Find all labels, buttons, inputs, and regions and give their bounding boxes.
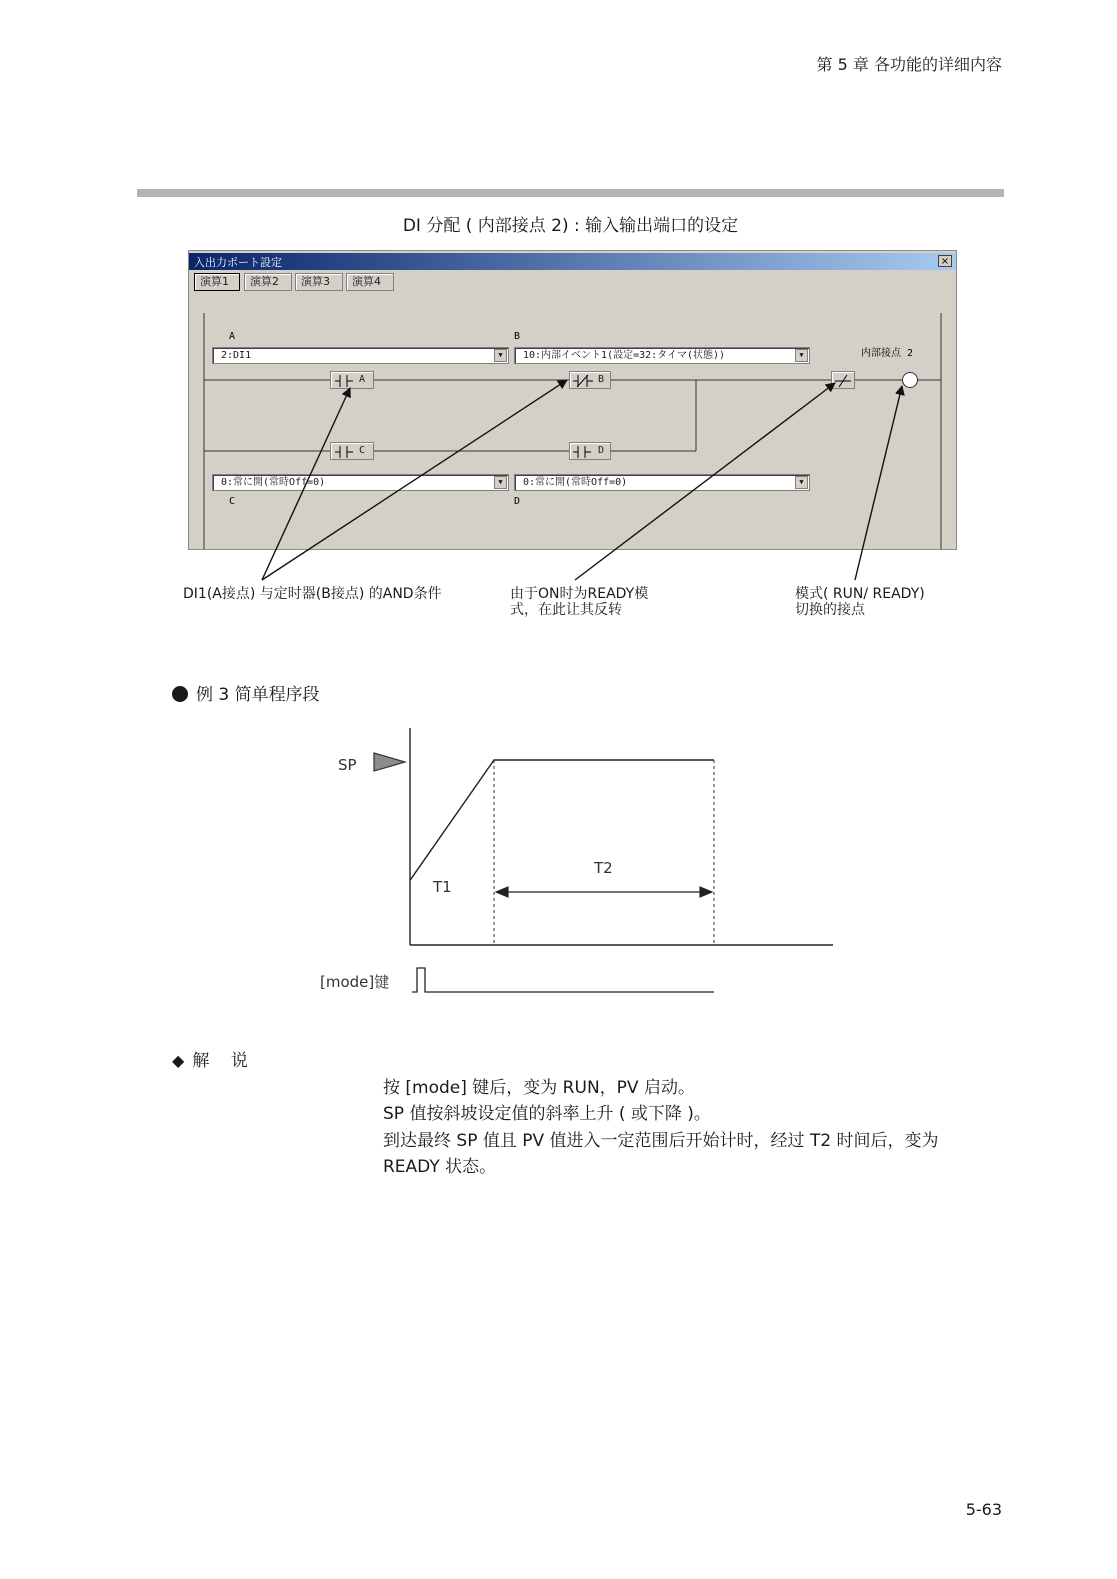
sp-marker-icon	[374, 753, 405, 771]
example-heading	[172, 680, 320, 705]
port-c-value: 0:常に開(常時Off=0)	[221, 477, 326, 488]
contact-a-label: A	[359, 374, 366, 385]
explanation-heading	[172, 1046, 248, 1071]
port-label-b: B	[514, 331, 521, 342]
program-segment-chart	[300, 720, 840, 1010]
dialog-title: 入出力ポート設定	[194, 256, 282, 269]
figure-caption: DI 分配 ( 内部接点 2) : 输入输出端口的设定	[402, 216, 739, 236]
close-button[interactable]: ×	[938, 255, 952, 267]
annotation-mode-line-2: 切换的接点	[795, 602, 865, 618]
tab-calc-1[interactable]: 演算1	[194, 273, 240, 291]
t2-label: T2	[594, 859, 613, 877]
annotation-invert-line-2: 式，在此让其反转	[510, 602, 622, 618]
tab-calc-3[interactable]: 演算3	[295, 273, 343, 291]
sp-profile-line	[410, 760, 714, 880]
port-label-d: D	[514, 496, 521, 507]
explanation-line-3: 到达最终 SP 值且 PV 值进入一定范围后开始计时，经过 T2 时间后，变为	[383, 1131, 939, 1151]
port-a-value: 2:DI1	[221, 350, 252, 361]
t2-arrow-right	[700, 887, 712, 897]
diamond-bullet-icon: ◆	[172, 1051, 185, 1070]
contact-d-label: D	[598, 445, 605, 456]
port-b-value: 10:内部イベント1(設定=32:タイマ(状態))	[523, 350, 726, 361]
contact-b-label: B	[598, 374, 605, 385]
port-label-a: A	[229, 331, 236, 342]
explanation-line-4: READY 状态。	[383, 1157, 497, 1177]
annotation-mode-line-1: 模式( RUN/ READY)	[795, 586, 925, 602]
port-label-c: C	[229, 496, 236, 507]
internal-contact-2-label: 内部接点 2	[861, 348, 914, 359]
tab-calc-4[interactable]: 演算4	[346, 273, 394, 291]
chevron-down-icon[interactable]: ▼	[795, 349, 808, 362]
explanation-heading-text: 解 说	[192, 1051, 248, 1071]
chevron-down-icon[interactable]: ▼	[795, 476, 808, 489]
t2-arrow-left	[496, 887, 508, 897]
sp-label: SP	[338, 756, 357, 774]
annotation-invert-line-1: 由于ON时为READY模	[510, 586, 649, 602]
contact-c-label: C	[359, 445, 366, 456]
mode-key-label: [mode]键	[320, 973, 390, 991]
annotation-arrows	[0, 0, 1117, 660]
explanation-line-1: 按 [mode] 键后，变为 RUN，PV 启动。	[383, 1078, 695, 1098]
t1-label: T1	[433, 878, 452, 896]
chevron-down-icon[interactable]: ▼	[494, 476, 507, 489]
page-number: 5-63	[965, 1500, 1002, 1519]
explanation-line-2: SP 值按斜坡设定值的斜率上升 ( 或下降 )。	[383, 1104, 711, 1124]
example-heading-text: 例 3 简单程序段	[196, 685, 320, 705]
tab-calc-2[interactable]: 演算2	[244, 273, 292, 291]
chapter-header: 第 5 章 各功能的详细内容	[816, 55, 1002, 74]
annotation-and-condition: DI1(A接点) 与定时器(B接点) 的AND条件	[183, 586, 442, 602]
chevron-down-icon[interactable]: ▼	[494, 349, 507, 362]
port-d-value: 0:常に開(常時Off=0)	[523, 477, 628, 488]
mode-key-pulse	[412, 968, 714, 992]
bullet-icon	[172, 686, 188, 702]
